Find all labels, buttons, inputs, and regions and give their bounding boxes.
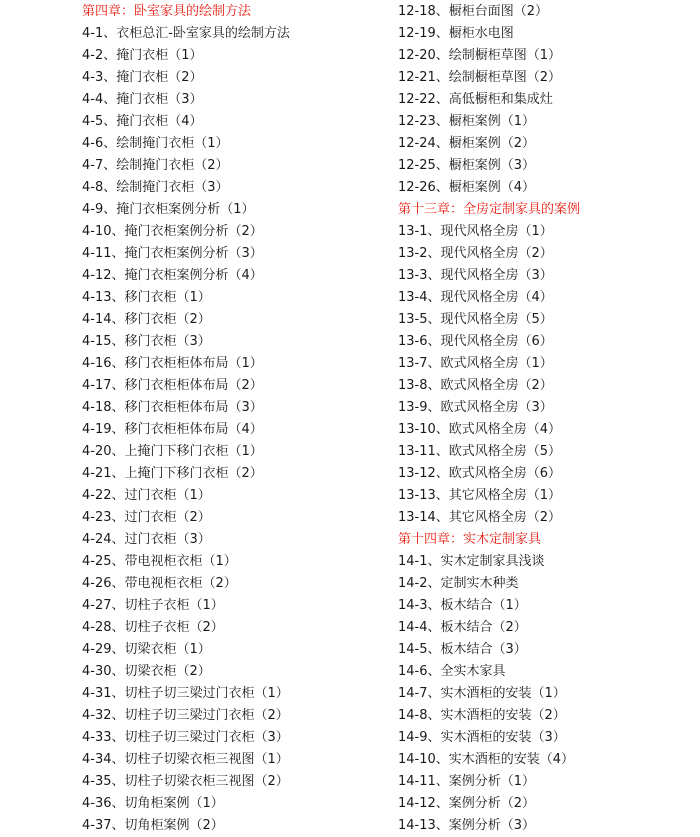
toc-item: 14-6、全实木家具 [398, 664, 506, 679]
toc-item: 14-2、定制实木种类 [398, 576, 519, 591]
toc-item: 4-17、移门衣柜柜体布局（2） [82, 378, 263, 393]
toc-item: 4-7、绘制掩门衣柜（2） [82, 158, 229, 173]
toc-item: 4-1、衣柜总汇-卧室家具的绘制方法 [82, 26, 290, 41]
toc-item: 13-4、现代风格全房（4） [398, 290, 553, 305]
toc-item: 4-36、切角柜案例（1） [82, 796, 224, 811]
toc-item: 4-14、移门衣柜（2） [82, 312, 211, 327]
toc-item: 4-23、过门衣柜（2） [82, 510, 211, 525]
toc-item: 12-18、橱柜台面图（2） [398, 4, 549, 19]
toc-item: 4-30、切梁衣柜（2） [82, 664, 211, 679]
toc-item: 4-20、上掩门下移门衣柜（1） [82, 444, 263, 459]
toc-item: 4-6、绘制掩门衣柜（1） [82, 136, 229, 151]
toc-item: 13-3、现代风格全房（3） [398, 268, 553, 283]
toc-item: 12-22、高低橱柜和集成灶 [398, 92, 553, 107]
toc-item: 13-2、现代风格全房（2） [398, 246, 553, 261]
toc-item: 12-25、橱柜案例（3） [398, 158, 536, 173]
toc-item: 4-22、过门衣柜（1） [82, 488, 211, 503]
toc-item: 4-15、移门衣柜（3） [82, 334, 211, 349]
toc-left-column [82, 1, 382, 837]
toc-item: 14-3、板木结合（1） [398, 598, 527, 613]
toc-item: 14-4、板木结合（2） [398, 620, 527, 635]
toc-item: 4-4、掩门衣柜（3） [82, 92, 203, 107]
toc-item: 4-37、切角柜案例（2） [82, 818, 224, 833]
toc-item: 14-9、实木酒柜的安装（3） [398, 730, 566, 745]
toc-item: 12-26、橱柜案例（4） [398, 180, 536, 195]
toc-item: 14-13、案例分析（3） [398, 818, 536, 833]
toc-item: 13-11、欧式风格全房（5） [398, 444, 562, 459]
toc-item: 12-19、橱柜水电图 [398, 26, 514, 41]
toc-item: 13-6、现代风格全房（6） [398, 334, 553, 349]
toc-item: 13-13、其它风格全房（1） [398, 488, 562, 503]
toc-item: 4-33、切柱子切三梁过门衣柜（3） [82, 730, 289, 745]
toc-item: 14-7、实木酒柜的安装（1） [398, 686, 566, 701]
toc-item: 13-9、欧式风格全房（3） [398, 400, 553, 415]
toc-item: 12-20、绘制橱柜草图（1） [398, 48, 562, 63]
toc-right-column [398, 1, 688, 837]
toc-item: 4-12、掩门衣柜案例分析（4） [82, 268, 263, 283]
toc-item: 4-32、切柱子切三梁过门衣柜（2） [82, 708, 289, 723]
toc-item: 4-18、移门衣柜柜体布局（3） [82, 400, 263, 415]
toc-item: 4-28、切柱子衣柜（2） [82, 620, 224, 635]
toc-item: 12-21、绘制橱柜草图（2） [398, 70, 562, 85]
toc-item: 4-24、过门衣柜（3） [82, 532, 211, 547]
toc-item: 13-12、欧式风格全房（6） [398, 466, 562, 481]
toc-item: 14-5、板木结合（3） [398, 642, 527, 657]
toc-item: 13-7、欧式风格全房（1） [398, 356, 553, 371]
chapter-heading: 第十四章：实木定制家具 [398, 532, 542, 547]
toc-item: 4-34、切柱子切梁衣柜三视图（1） [82, 752, 289, 767]
toc-item: 4-16、移门衣柜柜体布局（1） [82, 356, 263, 371]
toc-item: 4-2、掩门衣柜（1） [82, 48, 203, 63]
toc-item: 13-1、现代风格全房（1） [398, 224, 553, 239]
toc-item: 4-5、掩门衣柜（4） [82, 114, 203, 129]
chapter-heading: 第十三章：全房定制家具的案例 [398, 202, 581, 217]
toc-item: 4-26、带电视柜衣柜（2） [82, 576, 237, 591]
chapter-heading: 第四章：卧室家具的绘制方法 [82, 4, 252, 19]
toc-item: 4-11、掩门衣柜案例分析（3） [82, 246, 263, 261]
toc-item: 4-31、切柱子切三梁过门衣柜（1） [82, 686, 289, 701]
toc-item: 4-10、掩门衣柜案例分析（2） [82, 224, 263, 239]
toc-item: 4-13、移门衣柜（1） [82, 290, 211, 305]
toc-item: 4-21、上掩门下移门衣柜（2） [82, 466, 263, 481]
toc-item: 13-10、欧式风格全房（4） [398, 422, 562, 437]
toc-item: 4-27、切柱子衣柜（1） [82, 598, 224, 613]
toc-item: 4-3、掩门衣柜（2） [82, 70, 203, 85]
toc-item: 14-1、实木定制家具浅谈 [398, 554, 545, 569]
toc-item: 4-19、移门衣柜柜体布局（4） [82, 422, 263, 437]
toc-item: 4-25、带电视柜衣柜（1） [82, 554, 237, 569]
toc-item: 12-24、橱柜案例（2） [398, 136, 536, 151]
toc-item: 4-29、切梁衣柜（1） [82, 642, 211, 657]
toc-item: 13-14、其它风格全房（2） [398, 510, 562, 525]
toc-item: 13-8、欧式风格全房（2） [398, 378, 553, 393]
toc-item: 12-23、橱柜案例（1） [398, 114, 536, 129]
toc-item: 14-12、案例分析（2） [398, 796, 536, 811]
toc-item: 4-9、掩门衣柜案例分析（1） [82, 202, 255, 217]
toc-item: 4-35、切柱子切梁衣柜三视图（2） [82, 774, 289, 789]
toc-item: 14-11、案例分析（1） [398, 774, 536, 789]
toc-item: 14-10、实木酒柜的安装（4） [398, 752, 575, 767]
toc-item: 4-8、绘制掩门衣柜（3） [82, 180, 229, 195]
toc-item: 13-5、现代风格全房（5） [398, 312, 553, 327]
toc-item: 14-8、实木酒柜的安装（2） [398, 708, 566, 723]
